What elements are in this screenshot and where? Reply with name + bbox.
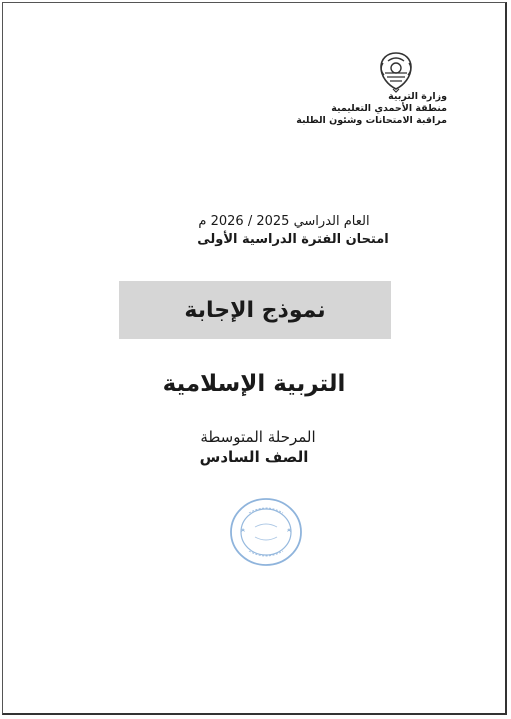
ministry-name: وزارة التربية — [388, 91, 447, 102]
ministry-header — [227, 91, 447, 127]
answer-key-banner — [119, 281, 391, 339]
academic-year: العام الدراسي 2025 / 2026 م — [198, 214, 370, 229]
subject-title: التربية الإسلامية — [162, 371, 346, 397]
department-name: مراقبة الامتحانات وشئون الطلبة — [296, 115, 447, 126]
stage-level: المرحلة المتوسطة — [200, 428, 316, 446]
exam-period: امتحان الفترة الدراسية الأولى — [197, 232, 389, 247]
exam-info — [3, 213, 505, 249]
official-stamp-icon — [227, 495, 305, 569]
kuwait-emblem-icon — [375, 49, 417, 93]
grade-level: الصف السادس — [199, 448, 309, 466]
exam-cover-page — [2, 2, 507, 715]
banner-title: نموذج الإجابة — [184, 297, 326, 323]
stage-info — [3, 427, 505, 467]
district-name: منطقة الأحمدي التعليمية — [331, 103, 447, 114]
